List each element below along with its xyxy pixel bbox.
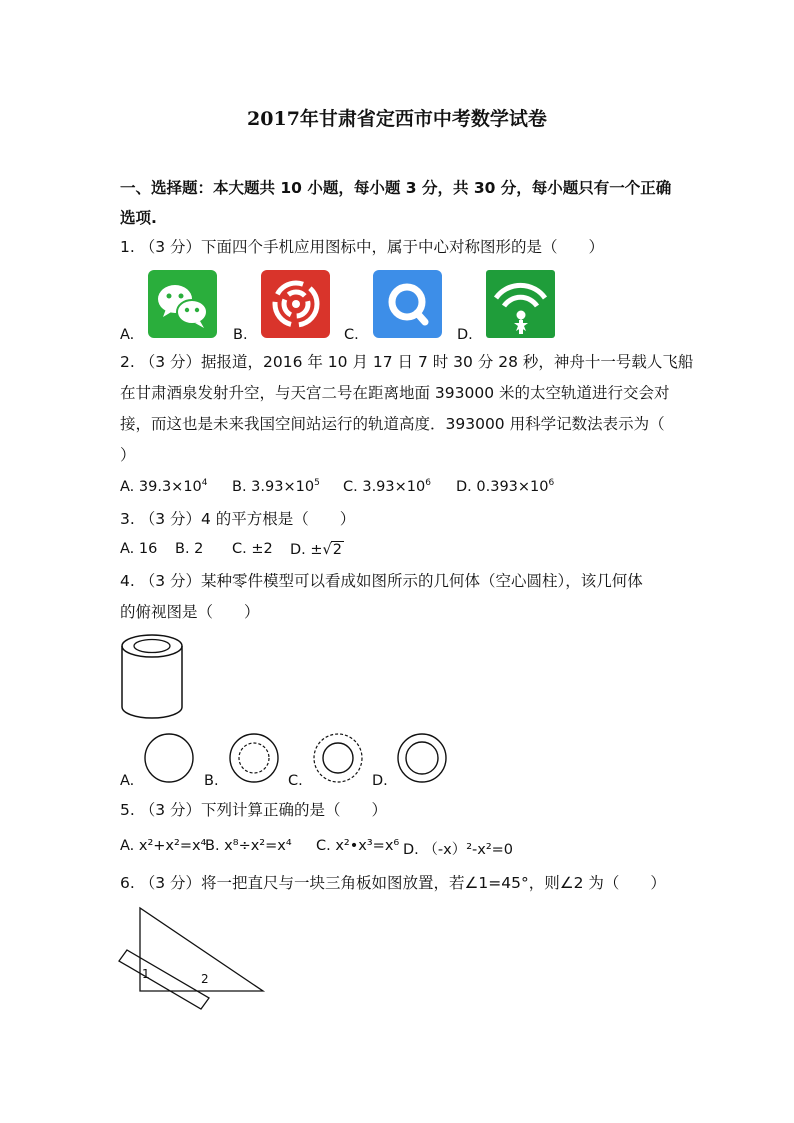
q4-option-c-label: C. xyxy=(288,773,303,789)
q1-option-a-label: A. xyxy=(120,327,135,343)
q3-option-b: B. 2 xyxy=(175,541,204,557)
q5-option-c-text: x²•x³=x⁶ xyxy=(335,838,400,854)
question-2-line3: 接，而这也是未来我国空间站运行的轨道高度．393000 用科学记数法表示为（ xyxy=(120,415,665,433)
q4-option-a-label: A. xyxy=(120,773,135,789)
q4-option-b-label: B. xyxy=(204,773,219,789)
q3-option-d-label: D. ± xyxy=(290,542,323,558)
q5-option-a-text: x²+x²=x⁴ xyxy=(138,838,207,854)
top-view-single-circle xyxy=(144,733,196,785)
sqrt-symbol: √2 xyxy=(322,542,343,558)
question-2-line2: 在甘肃酒泉发射升空，与天宫二号在距离地面 393000 米的太空轨道进行交会对 xyxy=(120,384,670,402)
q5-option-a-label: A. xyxy=(120,838,135,854)
q2-option-d-label: D. xyxy=(456,479,472,495)
q1-option-b-label: B. xyxy=(233,327,248,343)
q5-option-b-text: x⁸÷x²=x⁴ xyxy=(224,838,292,854)
q2-option-d-exp: 6 xyxy=(548,478,555,489)
q2-option-b-base: 3.93×10 xyxy=(251,479,315,495)
search-app-icon xyxy=(373,270,442,338)
q2-option-c xyxy=(343,479,431,495)
angle-2-label: 2 xyxy=(201,972,209,986)
q5-option-b xyxy=(205,838,292,854)
q3-option-c: C. ±2 xyxy=(232,541,273,557)
q4-option-d-label: D. xyxy=(372,773,388,789)
question-4-line1: 4. （3 分）某种零件模型可以看成如图所示的几何体（空心圆柱），该几何体 xyxy=(120,572,643,590)
q2-option-c-label: C. xyxy=(343,479,358,495)
q2-option-b-label: B. xyxy=(232,479,247,495)
q5-option-a xyxy=(120,838,206,854)
wechat-icon xyxy=(148,270,217,338)
q3-option-d xyxy=(290,541,344,558)
q2-option-a-label: A. xyxy=(120,479,135,495)
q3-option-d-radicand: 2 xyxy=(332,542,343,558)
question-2-line4: ） xyxy=(120,446,136,464)
ruler-and-triangle-figure xyxy=(115,905,270,1015)
top-view-solid-outer-dashed-inner xyxy=(229,733,281,785)
angle-1-label: 1 xyxy=(142,967,150,981)
question-4-line2: 的俯视图是（ ） xyxy=(120,603,260,621)
q5-option-c-label: C. xyxy=(316,838,331,854)
question-5-stem: 5. （3 分）下列计算正确的是（ ） xyxy=(120,801,388,819)
ifeng-glyph xyxy=(261,270,330,338)
q2-option-a-base: 39.3×10 xyxy=(138,479,202,495)
page-title: 2017年甘肃省定西市中考数学试卷 xyxy=(247,108,547,130)
question-2-line1: 2. （3 分）据报道，2016 年 10 月 17 日 7 时 30 分 28 秒，神舟十一号载人飞船 xyxy=(120,353,694,371)
q5-option-d xyxy=(403,838,513,859)
wifi-app-icon xyxy=(486,270,555,338)
q1-option-d-label: D. xyxy=(457,327,473,343)
ruler-strip xyxy=(119,950,209,1009)
q5-option-d-text: （-x）²-x²=0 xyxy=(423,842,514,858)
question-1-stem: 1. （3 分）下面四个手机应用图标中，属于中心对称图形的是（ ） xyxy=(120,238,605,256)
q2-option-b xyxy=(232,479,320,495)
top-view-two-solid-circles xyxy=(397,733,449,785)
search-glyph xyxy=(373,270,442,338)
q5-option-b-label: B. xyxy=(205,838,220,854)
question-6-stem: 6. （3 分）将一把直尺与一块三角板如图放置，若∠1=45°，则∠2 为（ ） xyxy=(120,874,666,892)
ifeng-icon xyxy=(261,270,330,338)
q3-option-a: A. 16 xyxy=(120,541,158,557)
question-3-stem: 3. （3 分）4 的平方根是（ ） xyxy=(120,510,356,528)
q1-option-c-label: C. xyxy=(344,327,359,343)
q2-option-c-base: 3.93×10 xyxy=(362,479,426,495)
section-heading: 一、选择题：本大题共 10 小题，每小题 3 分，共 30 分，每小题只有一个正确 xyxy=(120,179,672,197)
q2-option-a-exp: 4 xyxy=(201,478,208,489)
section-heading-cont: 选项. xyxy=(120,209,157,227)
wifi-glyph xyxy=(486,270,555,338)
hollow-cylinder-figure xyxy=(118,632,188,724)
q2-option-d-base: 0.393×10 xyxy=(476,479,549,495)
q2-option-c-exp: 6 xyxy=(425,478,431,489)
top-view-dashed-outer-solid-inner xyxy=(313,733,365,785)
q2-option-b-exp: 5 xyxy=(314,478,320,489)
q5-option-d-label: D. xyxy=(403,842,419,858)
q2-option-a xyxy=(120,479,208,495)
wechat-glyph xyxy=(148,270,217,338)
q5-option-c xyxy=(316,838,399,854)
q2-option-d xyxy=(456,479,554,495)
